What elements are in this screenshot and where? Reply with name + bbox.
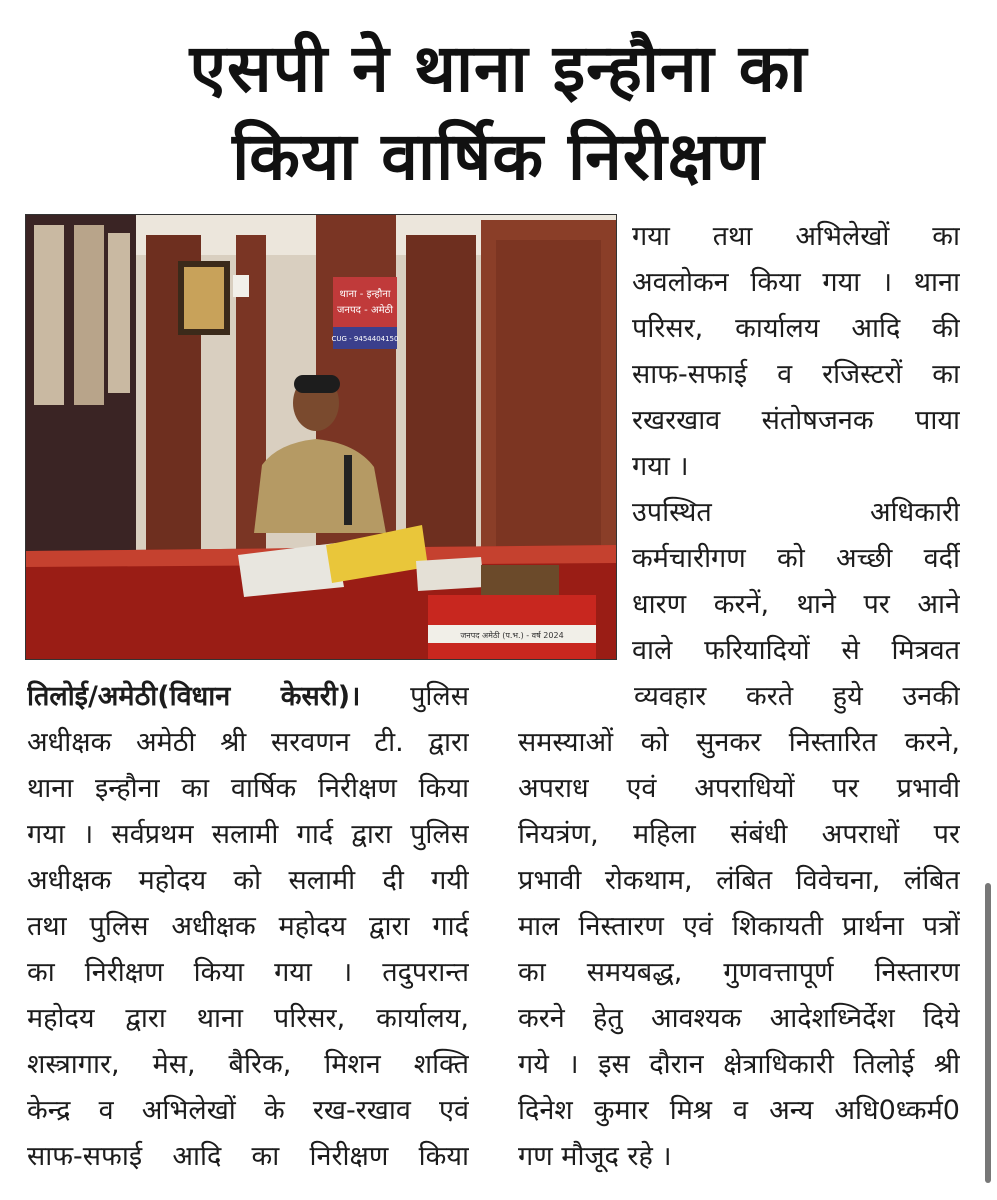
text-fragment: पुलिस: [410, 681, 469, 712]
text-line: थाना इन्हौना का वार्षिक निरीक्षण किया: [27, 773, 469, 804]
text-line: माल निस्तारण एवं शिकायती प्रार्थना पत्रों: [518, 911, 960, 942]
text-line: गया । सर्वप्रथम सलामी गार्द द्वारा पुलिस: [27, 819, 469, 850]
text-line: रखरखाव संतोषजनक पाया: [632, 405, 960, 436]
text-line: का समयबद्ध, गुणवत्तापूर्ण निस्तारण: [518, 957, 960, 988]
news-photo: [25, 214, 617, 660]
text-line: गया तथा अभिलेखों का: [632, 221, 960, 252]
article-column-left: [27, 674, 469, 1180]
scrollbar-thumb[interactable]: [985, 883, 991, 1183]
text-line: शस्त्रागार, मेस, बैरिक, मिशन शक्ति: [27, 1049, 469, 1080]
text-line: महोदय द्वारा थाना परिसर, कार्यालय,: [27, 1003, 469, 1034]
text-line: प्रभावी रोकथाम, लंबित विवेचना, लंबित: [518, 865, 960, 896]
text-line: केन्द्र व अभिलेखों के रख-रखाव एवं: [27, 1095, 469, 1126]
text-line: गण मौजूद रहे ।: [518, 1141, 672, 1172]
text-line: नियत्रंण, महिला संबंधी अपराधों पर: [518, 819, 960, 850]
text-line: अधीक्षक अमेठी श्री सरवणन टी. द्वारा: [27, 727, 469, 758]
sign-text-1: थाना - इन्हौना: [339, 289, 391, 300]
text-line: अपराध एवं अपराधियों पर प्रभावी: [518, 773, 960, 804]
text-line: [27, 674, 469, 720]
text-line: का निरीक्षण किया गया । तदुपरान्त: [27, 957, 469, 988]
text-line: साफ-सफाई आदि का निरीक्षण किया: [27, 1141, 469, 1172]
text-line: कर्मचारीगण को अच्छी वर्दी: [632, 543, 960, 574]
headline-line-1: एसपी ने थाना इन्हौना का: [189, 30, 808, 107]
text-line: तथा पुलिस अधीक्षक महोदय द्वारा गार्द: [27, 911, 469, 942]
text-line: उपस्थित अधिकारी: [632, 497, 960, 528]
article-column-right-top: [632, 214, 960, 674]
text-line: गये । इस दौरान क्षेत्राधिकारी तिलोई श्री: [518, 1049, 960, 1080]
text-line: व्यवहार करते हुये उनकी: [634, 681, 960, 712]
text-line: समस्याओं को सुनकर निस्तारित करने,: [518, 727, 960, 758]
text-line: वाले फरियादियों से मित्रवत: [632, 635, 960, 666]
sign-text-2: जनपद - अमेठी: [337, 305, 393, 316]
text-line: अधीक्षक महोदय को सलामी दी गयी: [27, 865, 469, 896]
text-line: धारण करनें, थाने पर आने: [632, 589, 960, 620]
text-line: साफ-सफाई व रजिस्टरों का: [632, 359, 960, 390]
register-label: जनपद अमेठी (प.भ.) - वर्ष 2024: [460, 631, 564, 640]
dateline: तिलोई/अमेठी(विधान केसरी)।: [27, 681, 361, 712]
text-line: अवलोकन किया गया । थाना: [632, 267, 960, 298]
text-line: करने हेतु आवश्यक आदेशध्निर्देश दिये: [518, 1003, 960, 1034]
text-line: गया ।: [632, 451, 689, 482]
text-line: परिसर, कार्यालय आदि की: [632, 313, 960, 344]
text-line: दिनेश कुमार मिश्र व अन्य अधि0ध्कर्म0: [518, 1095, 960, 1126]
headline-line-2: किया वार्षिक निरीक्षण: [232, 118, 765, 195]
sign-text-3: CUG - 9454404150: [331, 335, 399, 343]
clipped-text-strip: [0, 0, 997, 6]
article-column-right-bottom: [518, 674, 960, 1180]
